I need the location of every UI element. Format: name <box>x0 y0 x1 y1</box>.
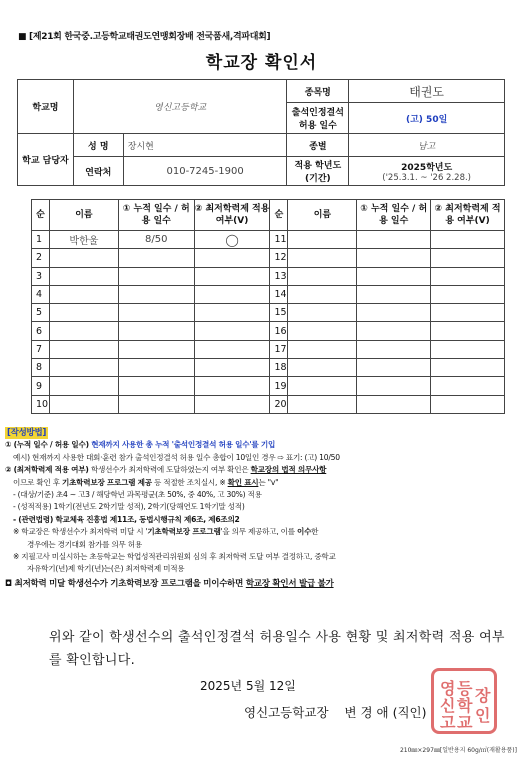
roster-cell-num: 10 <box>32 395 50 413</box>
signature-name: 변 경 애 <box>344 705 389 720</box>
col-apply-2: ② 최저학력제 적용 여부(V) <box>431 200 505 231</box>
roster-cell-name <box>49 340 118 358</box>
roster-cell-name <box>288 285 357 303</box>
event-label: 종목명 <box>287 80 349 103</box>
year-cell <box>349 157 505 186</box>
school-value: 영신고등학교 <box>73 80 287 134</box>
roster-cell-num: 4 <box>32 285 50 303</box>
table-row <box>32 340 505 358</box>
note-2-f: 등 적절한 조치실시, ※ <box>151 477 228 487</box>
roster-cell-name <box>288 322 357 340</box>
col-name-2: 이름 <box>288 200 357 231</box>
note-2-program: 기초학력보장 프로그램 제공 <box>62 477 152 487</box>
roster-cell-name <box>288 340 357 358</box>
gender-value: 남고 <box>349 134 505 157</box>
special-note-1-cont: 경우에는 경기대회 참가를 의무 허용 <box>27 539 142 549</box>
roster-cell-name <box>288 359 357 377</box>
table-row <box>32 304 505 322</box>
instructions <box>5 427 517 590</box>
final-notice <box>5 578 517 590</box>
table-row <box>32 395 505 413</box>
name-value: 장시현 <box>123 134 287 157</box>
roster-cell-name <box>49 395 118 413</box>
roster-cell-num: 16 <box>270 322 288 340</box>
roster-cell-name <box>288 304 357 322</box>
roster-cell-days <box>118 304 194 322</box>
roster-cell-days <box>357 340 431 358</box>
special-1-a: ※ 학교장은 학생선수가 최저학력 미달 시 ' <box>13 527 148 537</box>
gender-label: 종별 <box>287 134 349 157</box>
roster-cell-name <box>288 231 357 249</box>
note-1 <box>5 439 517 451</box>
roster-cell-apply <box>431 249 505 267</box>
special-note-1 <box>5 526 517 538</box>
roster-cell-num: 19 <box>270 377 288 395</box>
special-1-d: 이수 <box>297 527 312 537</box>
special-note-2: ※ 지필고사 미실시하는 초등학교는 학업성적관리위원회 심의 후 최저학력 도달 여부 결정하고, 중학교 <box>13 552 336 562</box>
roster-cell-num: 7 <box>32 340 50 358</box>
roster-cell-name <box>288 377 357 395</box>
roster-cell-days: 8/50 <box>118 231 194 249</box>
method-label: [작성방법] <box>7 428 47 438</box>
roster-cell-apply <box>194 249 270 267</box>
roster-cell-name <box>49 285 118 303</box>
table-row <box>32 377 505 395</box>
col-apply: ② 최저학력제 적용 여부(V) <box>194 200 270 231</box>
special-note-2-cont: 자유학기(년)제 학기(년)는(은) 최저학력제 미적용 <box>27 564 185 574</box>
paper-spec: 210㎜×297㎜[일반용지 60g/㎡(재활용품)] <box>399 747 517 754</box>
roster-cell-days <box>118 267 194 285</box>
roster-cell-num: 6 <box>32 322 50 340</box>
roster-cell-num: 14 <box>270 285 288 303</box>
roster-cell-days <box>118 340 194 358</box>
special-1-b: 기초학력보장 프로그램 <box>147 527 221 537</box>
table-row <box>32 285 505 303</box>
roster-cell-apply <box>431 377 505 395</box>
note-2-duty: 학교장의 법적 의무사항 <box>250 465 327 475</box>
roster-cell-apply <box>431 231 505 249</box>
note-2-body: 학생선수가 최저학력에 도달하였는지 여부 확인은 <box>90 465 251 475</box>
roster-cell-apply <box>431 322 505 340</box>
roster-cell-apply <box>431 359 505 377</box>
roster-cell-num: 5 <box>32 304 50 322</box>
roster-cell-days <box>118 377 194 395</box>
roster-cell-num: 9 <box>32 377 50 395</box>
table-row <box>32 249 505 267</box>
roster-cell-name <box>49 304 118 322</box>
confirmation-text: 위와 같이 학생선수의 출석인정결석 허용일수 사용 현황 및 최저학력 적용 여부를 확인합니다. <box>49 630 505 668</box>
roster-cell-apply <box>194 377 270 395</box>
page-title: 학교장 확인서 <box>205 53 318 73</box>
note-1-example: 예시) 현재까지 사용한 대회·훈련 참가 출석인정결석 허용 일수 총합이 10일인 경우 ⇨ 표기: (고) 10/50 <box>13 452 340 462</box>
signature-line <box>244 703 427 721</box>
note-1-body: 현재까지 사용한 총 누적 '출석인정결석 허용 일수'를 기입 <box>91 440 276 450</box>
roster-cell-num: 13 <box>270 267 288 285</box>
official-seal: 영 신 고 등 학 교 장 인 <box>431 668 497 734</box>
roster-cell-days <box>357 267 431 285</box>
roster-cell-name <box>49 249 118 267</box>
roster-cell-num: 15 <box>270 304 288 322</box>
roster-cell-apply <box>194 340 270 358</box>
final-notice-b: 학교장 확인서 발급 불가 <box>245 578 334 589</box>
final-notice-a: ◘ 최저학력 미달 학생선수가 기초학력보장 프로그램을 미이수하면 <box>5 578 246 589</box>
roster-cell-apply <box>194 267 270 285</box>
roster-cell-days <box>357 249 431 267</box>
roster-cell-apply <box>194 322 270 340</box>
contact-label: 학교 담당자 <box>18 134 74 186</box>
bullet-target: - (대상/기준) 초4 ~ 고3 / 해당학년 과목평균(초 50%, 중 40%, 고 30%) 적용 <box>13 490 262 500</box>
roster-cell-num: 18 <box>270 359 288 377</box>
roster-cell-apply <box>431 395 505 413</box>
roster-cell-days <box>357 285 431 303</box>
note-2-head: ② (최저학력제 적용 여부) <box>5 465 91 475</box>
info-table <box>17 79 505 186</box>
roster-cell-days <box>357 231 431 249</box>
note-2-cont <box>5 477 517 489</box>
event-value: 태권도 <box>349 80 505 103</box>
signature-school: 영신고등학교장 <box>244 705 329 720</box>
roster-cell-apply <box>194 285 270 303</box>
roster-cell-days <box>357 377 431 395</box>
roster-cell-apply: ◯ <box>194 231 270 249</box>
roster-cell-days <box>118 322 194 340</box>
roster-cell-apply <box>431 340 505 358</box>
roster-cell-num: 1 <box>32 231 50 249</box>
roster-cell-num: 3 <box>32 267 50 285</box>
note-2 <box>5 464 517 476</box>
col-name: 이름 <box>49 200 118 231</box>
roster-cell-days <box>357 395 431 413</box>
roster-cell-num: 12 <box>270 249 288 267</box>
col-days-2: ① 누적 일수 / 허용 일수 <box>357 200 431 231</box>
col-num-2: 순 <box>270 200 288 231</box>
roster-cell-num: 2 <box>32 249 50 267</box>
roster-cell-apply <box>194 359 270 377</box>
note-2-mark: 확인 표시 <box>227 477 259 487</box>
roster-table <box>31 199 505 414</box>
year-value: 2025학년도 <box>401 162 453 173</box>
special-1-e: 한 <box>311 527 319 537</box>
signature-seal-label: (직인) <box>392 705 427 720</box>
roster-cell-apply <box>431 285 505 303</box>
document-header: ■ [제21회 한국중.고등학교태권도연맹회장배 전국품새,격파대회] <box>18 32 271 42</box>
col-days: ① 누적 일수 / 허용 일수 <box>118 200 194 231</box>
table-row <box>32 231 505 249</box>
roster-cell-name <box>288 395 357 413</box>
roster-cell-num: 20 <box>270 395 288 413</box>
phone-label: 연락처 <box>73 157 123 186</box>
note-2-h: 는 "ⅴ" <box>258 477 279 487</box>
phone-value: 010-7245-1900 <box>123 157 287 186</box>
roster-cell-apply <box>431 304 505 322</box>
roster-cell-name <box>288 249 357 267</box>
roster-cell-name <box>49 322 118 340</box>
roster-cell-days <box>357 322 431 340</box>
table-row <box>32 267 505 285</box>
issue-date: 2025년 5월 12일 <box>200 679 296 693</box>
col-num: 순 <box>32 200 50 231</box>
days-value: (고) 50일 <box>349 103 505 134</box>
bullet-grades: - (성적적용) 1학기(전년도 2학기말 성적), 2학기(당해연도 1학기말 성적) <box>13 502 245 512</box>
roster-cell-name: 박한울 <box>49 231 118 249</box>
table-row <box>32 359 505 377</box>
roster-cell-days <box>118 249 194 267</box>
roster-cell-num: 8 <box>32 359 50 377</box>
roster-header-row <box>32 200 505 231</box>
school-label: 학교명 <box>18 80 74 134</box>
roster-cell-apply <box>194 395 270 413</box>
roster-cell-days <box>357 359 431 377</box>
roster-cell-name <box>49 267 118 285</box>
name-label: 성 명 <box>73 134 123 157</box>
roster-cell-apply <box>194 304 270 322</box>
roster-cell-apply <box>431 267 505 285</box>
roster-cell-name <box>288 267 357 285</box>
roster-cell-name <box>49 377 118 395</box>
table-row <box>32 322 505 340</box>
special-1-c: '을 의무 제공하고, 이를 <box>220 527 297 537</box>
note-2-d: 이므로 확인 후 <box>13 477 63 487</box>
roster-cell-days <box>118 359 194 377</box>
roster-cell-days <box>357 304 431 322</box>
days-label: 출석인정결석 허용 일수 <box>287 103 349 134</box>
roster-cell-num: 17 <box>270 340 288 358</box>
roster-cell-days <box>118 395 194 413</box>
note-1-head: ① (누적 일수 / 허용 일수) <box>5 440 92 450</box>
roster-cell-days <box>118 285 194 303</box>
period-value: ('25.3.1. ~ '26 2.28.) <box>382 172 471 183</box>
year-label: 적용 학년도 (기간) <box>287 157 349 186</box>
roster-cell-num: 11 <box>270 231 288 249</box>
bullet-law: - (관련법령) 학교체육 진흥법 제11조, 동법시행규칙 제6조, 제6조의2 <box>13 514 240 524</box>
roster-cell-name <box>49 359 118 377</box>
